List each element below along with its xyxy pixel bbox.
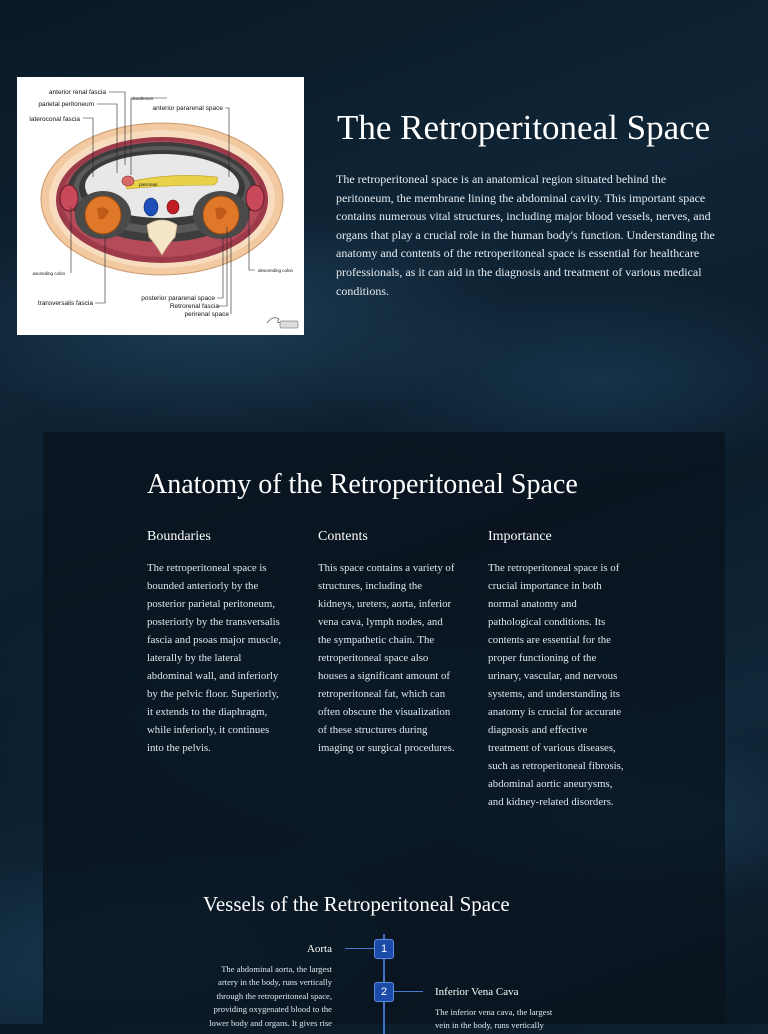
importance-heading: Importance — [488, 529, 552, 544]
label-pancreas: pancreas — [139, 182, 158, 187]
cross-section-diagram — [17, 77, 304, 335]
retroperitoneal-cross-section-figure — [17, 77, 304, 335]
vessel-title-aorta: Aorta — [306, 943, 332, 955]
label-lateroconal-fascia: lateroconal fascia — [29, 116, 80, 123]
importance-column — [488, 529, 628, 811]
contents-heading: Contents — [318, 529, 368, 544]
label-parietal-peritoneum: parietal peritoneum — [38, 101, 94, 108]
label-retrorenal-fascia: Retrorenal fascia — [169, 303, 219, 310]
vessels-section-title: Vessels of the Retroperitoneal Space — [203, 892, 510, 916]
timeline-connector — [393, 991, 423, 992]
label-anterior-renal-fascia: anterior renal fascia — [48, 89, 106, 96]
label-ascending-colon: ascending colon — [32, 271, 65, 276]
boundaries-column — [147, 529, 287, 757]
vessel-text-aorta: The abdominal aorta, the largest artery in the body, runs vertically through the retroperitoneal space, providing oxygenated blood to the lower body and organs. It gives rise — [209, 964, 332, 1028]
label-descending-colon: descending colon — [258, 268, 294, 273]
intro-paragraph: The retroperitoneal space is an anatomical region situated behind the peritoneum, the membrane lining the abdominal cavity. This important space contains numerous vital structures, including major blood vessels, nerves, and organs that play a crucial role in the human body's function. Understanding the anatomy and contents of the retroperitoneal space is essential for healthcare professionals, as it can aid in the diagnosis and treatment of various medical conditions. — [336, 172, 715, 298]
vessel-text-inferior-vena-cava: The inferior vena cava, the largest vein in the body, runs vertically — [435, 1007, 553, 1031]
timeline-node-1: 1 — [374, 939, 394, 959]
page-title: The Retroperitoneal Space — [337, 108, 711, 147]
vessel-title-inferior-vena-cava: Inferior Vena Cava — [435, 986, 519, 998]
timeline-connector — [345, 948, 375, 949]
boundaries-heading: Boundaries — [147, 529, 211, 544]
label-transversalis-fascia: transversalis fascia — [37, 300, 93, 307]
timeline-node-2: 2 — [374, 982, 394, 1002]
anatomy-section-title: Anatomy of the Retroperitoneal Space — [147, 469, 578, 500]
importance-text: The retroperitoneal space is of crucial importance in both normal anatomy and pathological conditions. Its contents are essential for the proper functioning of the urinary, vascular, and nervous systems, and understanding its anatomy is crucial for accurate diagnosis and effective treatment of various diseases, such as retroperitoneal fibrosis, abdominal aortic aneurysms, and kidney-related disorders. — [488, 562, 624, 808]
label-anterior-pararenal-space: anterior pararenal space — [152, 105, 223, 112]
label-posterior-pararenal-space: posterior pararenal space — [141, 295, 215, 302]
boundaries-text: The retroperitoneal space is bounded anteriorly by the posterior parietal peritoneum, posteriorly by the transversalis fascia and psoas major muscle, laterally by the lateral abdominal wall, and inferiorly by the pelvic floor. Superiorly, it extends to the diaphragm, while inferiorly, it continues into the pelvis. — [147, 562, 282, 754]
license-badge-icon — [280, 321, 298, 328]
vessels-section — [43, 864, 725, 1031]
contents-text: This space contains a variety of structures, including the kidneys, ureters, aorta, inferior vena cava, lymph nodes, and the sympathetic chain. The retroperitoneal space also houses a significant amount of retroperitoneal fat, which can often obscure the visualization of these structures during imaging or surgical procedures. — [318, 562, 455, 754]
contents-column — [318, 529, 458, 757]
label-perirenal-space: perirenal space — [184, 311, 229, 318]
label-duodenum: duodenum — [132, 96, 154, 101]
intro-section — [0, 0, 768, 432]
anatomy-section — [43, 432, 725, 864]
